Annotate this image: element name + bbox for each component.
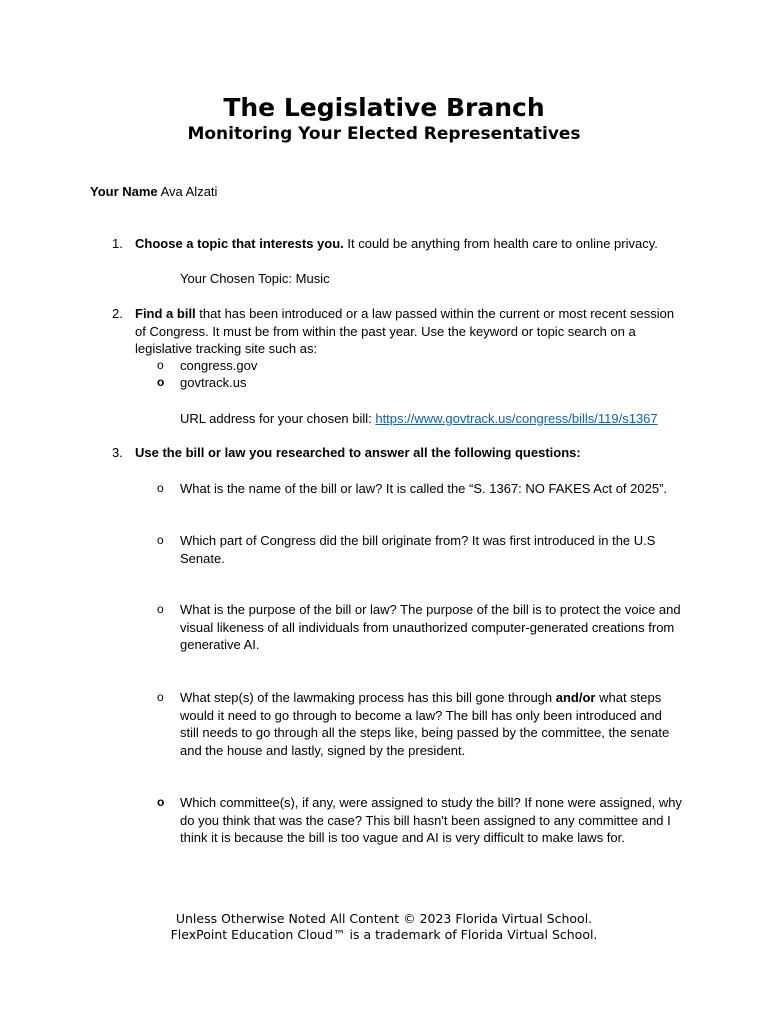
footer-copyright: Unless Otherwise Noted All Content © 2023 Florida Virtual School. <box>175 911 593 926</box>
site-item-govtrack: govtrack.us <box>180 375 247 390</box>
item-number-2: 2. <box>112 306 123 321</box>
page-footer <box>0 911 768 943</box>
site-item-congress: congress.gov <box>180 358 258 373</box>
student-name-label: Your Name <box>90 184 158 199</box>
question-2[interactable]: Which part of Congress did the bill originate from? It was first introduced in the U.S Senate. <box>180 533 656 566</box>
question-5[interactable]: Which committee(s), if any, were assigned to study the bill? If none were assigned, why do you think that was the case? This bill hasn't been assigned to any committee and I think it is because the bill is too vague and AI is very difficult to make laws for. <box>180 795 682 845</box>
question-4-bold: and/or <box>555 690 596 705</box>
item-1-bold: Choose a topic that interests you. <box>135 236 344 251</box>
question-4-post: what steps would it need to go through to become a law? The bill has only been introduced and still needs to go through all the steps like, being passed by the committee, the senate and the house and lastly, signed by the president. <box>180 690 670 758</box>
page-title: The Legislative Branch <box>223 93 545 122</box>
bill-url-label: URL address for your chosen bill: <box>180 411 376 426</box>
item-3-text <box>135 444 680 462</box>
item-number-3: 3. <box>112 445 123 460</box>
question-4[interactable] <box>180 689 670 759</box>
footer-trademark: FlexPoint Education Cloud™ is a trademark of Florida Virtual School. <box>170 927 598 942</box>
item-1-text <box>135 235 680 253</box>
item-2-bold: Find a bill <box>135 306 196 321</box>
chosen-topic-answer[interactable]: Your Chosen Topic: Music <box>180 271 330 286</box>
item-number-1: 1. <box>112 236 123 251</box>
item-1-rest: It could be anything from health care to online privacy. <box>343 236 658 251</box>
question-3[interactable]: What is the purpose of the bill or law? The purpose of the bill is to protect the voice and visual likeness of all individuals from unauthorized computer-generated creations from generative AI. <box>180 602 681 652</box>
question-bullet-5: o <box>157 795 165 809</box>
question-bullet-1: o <box>157 481 164 495</box>
question-bullet-3: o <box>157 602 164 616</box>
question-bullet-4: o <box>157 690 164 704</box>
page-subtitle: Monitoring Your Elected Representatives <box>187 124 581 144</box>
item-2-text <box>135 305 680 358</box>
question-1[interactable]: What is the name of the bill or law? It is called the “S. 1367: NO FAKES Act of 2025”. <box>180 481 668 496</box>
item-3-bold: Use the bill or law you researched to answer all the following questions: <box>135 445 581 460</box>
bill-url-line <box>180 410 720 428</box>
student-name-value[interactable]: Ava Alzati <box>160 184 218 199</box>
item-2-rest: that has been introduced or a law passed within the current or most recent session of Congress. It must be from within the past year. Use the keyword or topic search on a legislative tracking site such as: <box>135 306 675 356</box>
bill-url-link[interactable]: https://www.govtrack.us/congress/bills/119/s1367 <box>375 411 658 426</box>
question-4-pre: What step(s) of the lawmaking process has this bill gone through <box>180 690 556 705</box>
site-bullet-2: o <box>157 375 165 389</box>
student-name-line <box>90 183 217 201</box>
question-bullet-2: o <box>157 533 164 547</box>
site-bullet-1: o <box>157 358 164 372</box>
